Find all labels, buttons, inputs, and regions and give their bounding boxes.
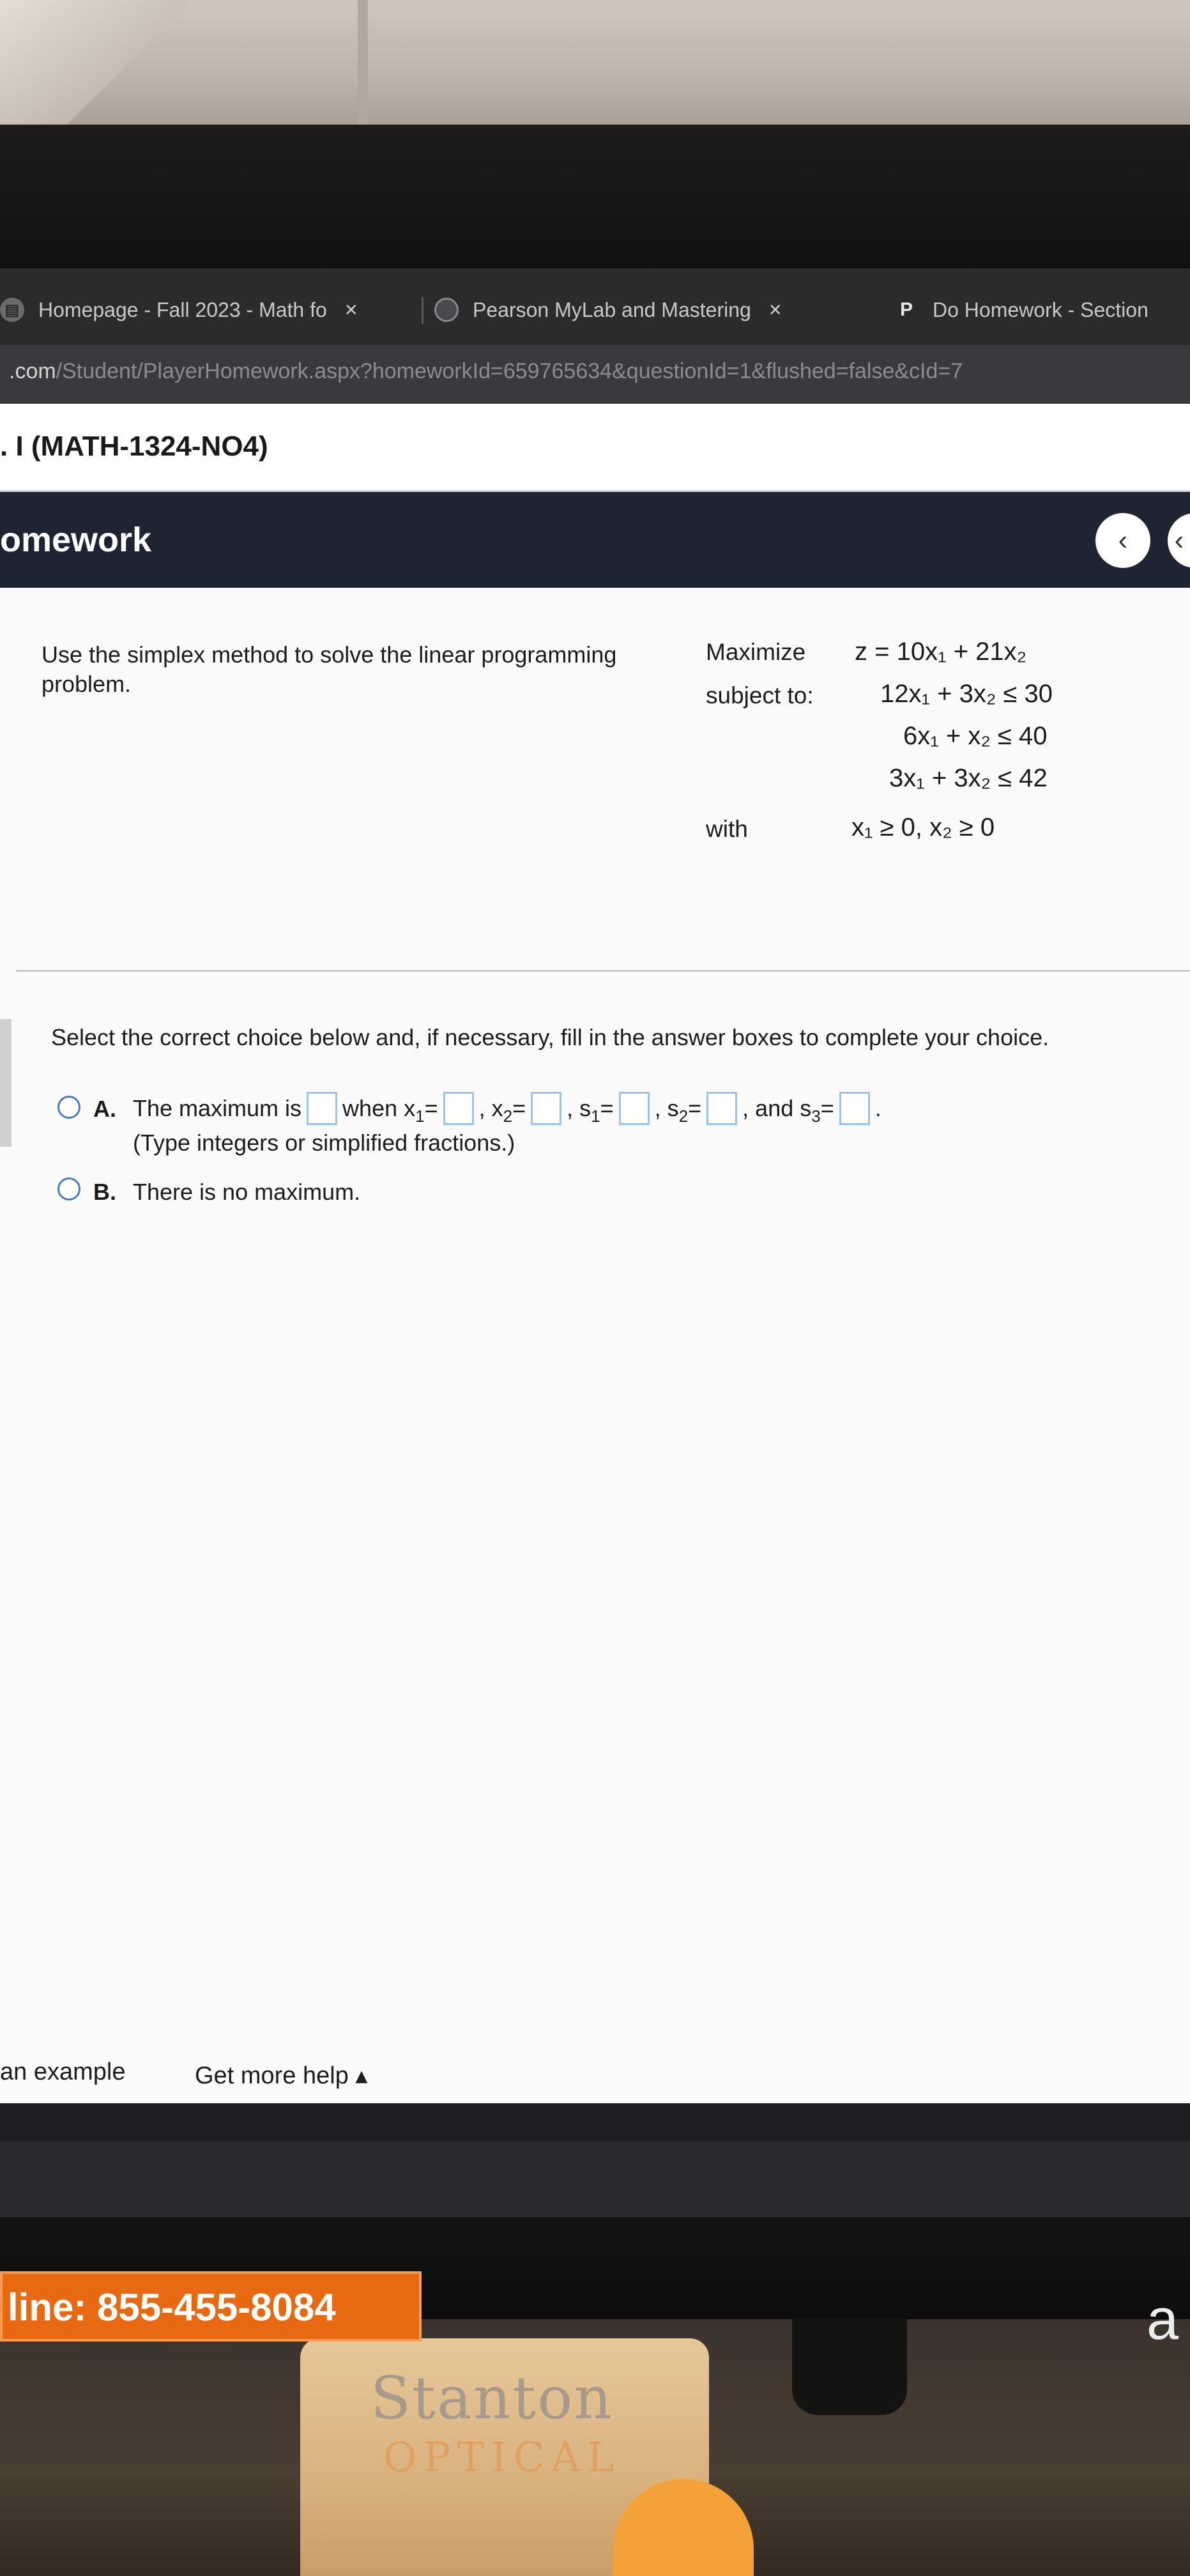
sign-sub: OPTICAL <box>383 2434 621 2481</box>
x2-label: , x <box>478 1095 503 1121</box>
answer-format-note: (Type integers or simplified fractions.) <box>133 1130 515 1156</box>
tab-label: Homepage - Fall 2023 - Math fo <box>38 298 327 321</box>
monitor-bezel-top <box>0 125 1190 268</box>
chevron-left-icon: ‹ <box>1118 525 1128 556</box>
subscript: 2 <box>503 1106 513 1126</box>
s2-label: , s <box>654 1095 679 1121</box>
period: . <box>874 1095 881 1121</box>
equals-sign: = <box>820 1095 834 1121</box>
subject-to-label: subject to: <box>706 682 814 709</box>
option-b-radio[interactable] <box>57 1177 80 1200</box>
s1-answer-box[interactable] <box>619 1092 650 1125</box>
equals-sign: = <box>424 1095 438 1121</box>
answer-section-accent <box>0 1019 11 1147</box>
page-title: omework <box>0 521 152 559</box>
ceiling-background <box>0 0 1190 134</box>
url-host: .com <box>9 359 56 383</box>
s1-label: , s <box>567 1095 591 1121</box>
url-path: /Student/PlayerHomework.aspx?homeworkId=659765634&questionId=1&flushed=false&cId=7 <box>56 359 963 383</box>
maximize-label: Maximize <box>706 639 806 665</box>
equals-sign: = <box>512 1095 526 1121</box>
subscript: 2 <box>678 1106 689 1126</box>
footer-bar <box>0 2103 1190 2217</box>
phone-number: line: 855-455-8084 <box>8 2286 336 2329</box>
phone-sticker <box>0 2271 422 2342</box>
maximum-answer-box[interactable] <box>307 1092 337 1125</box>
url-text[interactable] <box>9 359 963 384</box>
constraint-3: 3x₁ + 3x₂ ≤ 42 <box>889 764 1048 792</box>
option-a-text <box>133 1089 881 1128</box>
with-label: with <box>706 816 748 842</box>
monitor-stand <box>792 2319 907 2415</box>
monitor-screen <box>0 268 1190 2217</box>
subscript: 1 <box>591 1106 600 1126</box>
sign-brand: Stanton <box>370 2364 613 2432</box>
s2-answer-box[interactable] <box>706 1092 737 1125</box>
previous-question-button[interactable] <box>1095 513 1150 568</box>
constraint-1: 12x₁ + 3x₂ ≤ 30 <box>880 680 1053 708</box>
problem-statement: Use the simplex method to solve the linear programming problem. <box>42 641 617 697</box>
address-bar[interactable] <box>0 345 1190 404</box>
get-more-help-button[interactable]: Get more help ▴ <box>195 2062 368 2089</box>
browser-tab-strip <box>0 268 1190 345</box>
equals-sign: = <box>600 1095 614 1121</box>
equals-sign: = <box>688 1095 702 1121</box>
homework-header <box>0 492 1190 588</box>
tab-label: Do Homework - Section <box>933 298 1148 321</box>
nonnegativity-constraints: x₁ ≥ 0, x₂ ≥ 0 <box>851 813 995 841</box>
close-icon[interactable]: × <box>344 297 358 322</box>
next-question-button[interactable] <box>1168 513 1190 568</box>
answer-instruction: Select the correct choice below and, if necessary, fill in the answer boxes to complete your choice. <box>51 1024 1049 1050</box>
constraint-2: 6x₁ + x₂ ≤ 40 <box>903 722 1048 750</box>
subscript: 3 <box>811 1106 821 1126</box>
question-content <box>0 588 1190 2103</box>
when-x-label: when x <box>342 1095 416 1121</box>
chevron-left-icon: ‹ <box>1174 525 1184 556</box>
pearson-p-icon: P <box>899 299 913 320</box>
option-a-prefix: The maximum is <box>133 1095 302 1121</box>
option-a-radio[interactable] <box>57 1096 80 1119</box>
subscript: 1 <box>415 1106 425 1126</box>
course-title[interactable]: . I (MATH-1324-NO4) <box>0 431 268 462</box>
x1-answer-box[interactable] <box>443 1092 474 1125</box>
view-example-link[interactable]: an example <box>0 2058 126 2085</box>
option-b-text: There is no maximum. <box>133 1179 361 1205</box>
tab-label: Pearson MyLab and Mastering <box>473 298 751 321</box>
tab-homepage[interactable] <box>0 288 409 332</box>
tab-do-homework[interactable] <box>894 288 1190 332</box>
footer-band <box>0 2103 1190 2142</box>
objective-function: z = 10x₁ + 21x₂ <box>855 638 1027 666</box>
s3-answer-box[interactable] <box>839 1092 870 1125</box>
section-divider <box>16 970 1190 972</box>
course-bar <box>0 404 1190 492</box>
x2-answer-box[interactable] <box>531 1092 561 1125</box>
option-b-letter: B. <box>93 1179 116 1205</box>
option-a-letter: A. <box>93 1096 116 1122</box>
tab-separator <box>422 297 423 324</box>
help-bar <box>0 2052 1190 2103</box>
and-s3-label: , and s <box>742 1095 812 1121</box>
close-icon[interactable]: × <box>768 297 782 322</box>
pearson-icon <box>434 298 459 322</box>
tab-pearson-mylab[interactable] <box>434 288 869 332</box>
corner-logo-glyph: a <box>1147 2288 1179 2352</box>
page-icon: ▤ <box>0 298 24 322</box>
